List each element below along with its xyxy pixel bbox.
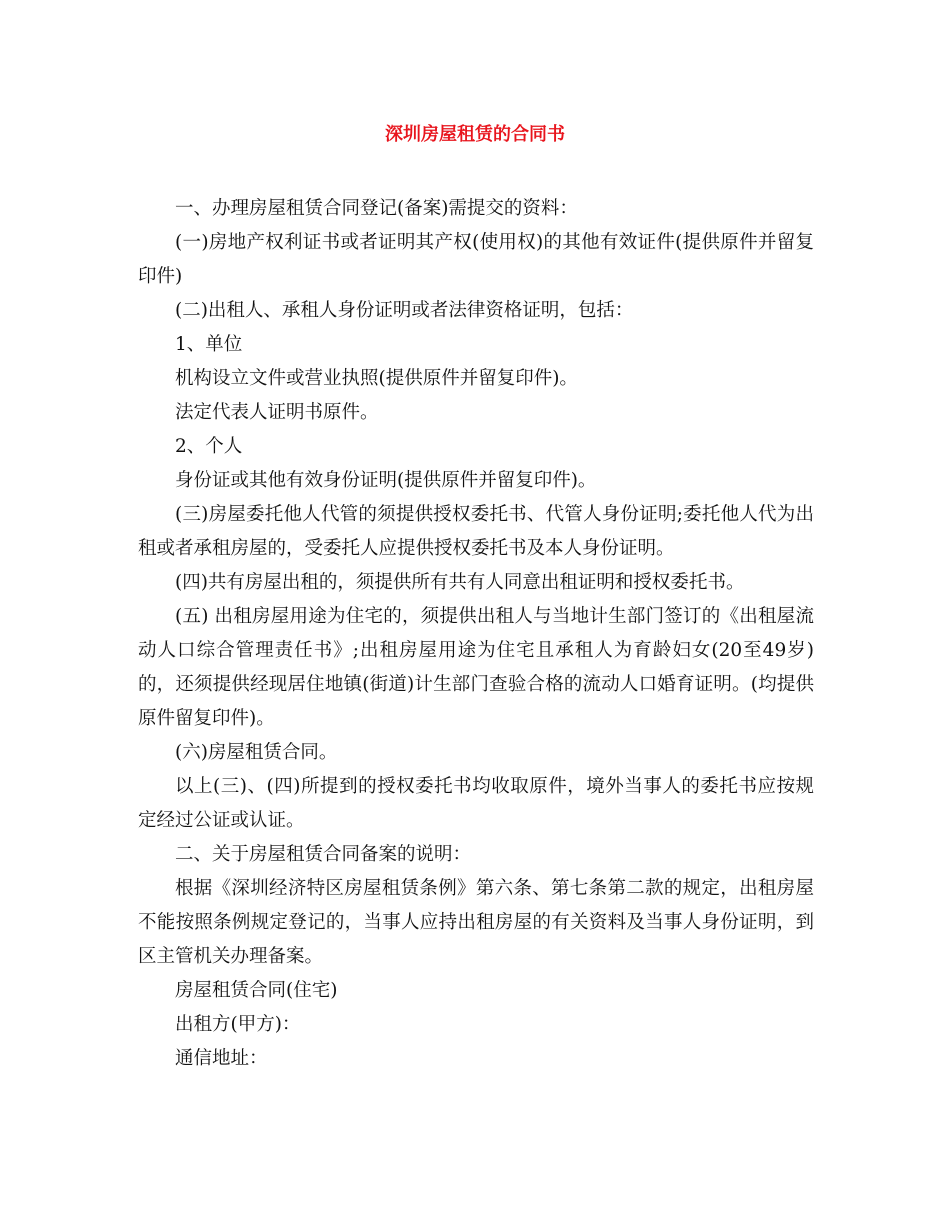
- paragraph-item-5: (五) 出租房屋用途为住宅的，须提供出租人与当地计生部门签订的《出租屋流动人口综合管理责任书》;出租房屋用途为住宅且承租人为育龄妇女(20至49岁)的，还须提供经现居住地镇(街道)计生部门查验合格的流动人口婚育证明。(均提供原件留复印件)。: [138, 606, 814, 729]
- paragraph-section-1-heading: 一、办理房屋租赁合同登记(备案)需提交的资料：: [175, 198, 578, 219]
- paragraph-contract-title: 房屋租赁合同(住宅): [175, 980, 338, 1001]
- paragraph-id-card: 身份证或其他有效身份证明(提供原件并留复印件)。: [175, 470, 597, 491]
- paragraph-item-4: (四)共有房屋出租的，须提供所有共有人同意出租证明和授权委托书。: [175, 572, 745, 593]
- paragraph-address: 通信地址：: [175, 1048, 268, 1069]
- paragraph-lessor: 出租方(甲方)：: [175, 1014, 301, 1035]
- paragraph-item-2: (二)出租人、承租人身份证明或者法律资格证明，包括：: [175, 300, 634, 321]
- paragraph-legal-rep: 法定代表人证明书原件。: [175, 402, 379, 423]
- paragraph-note: 以上(三)、(四)所提到的授权委托书均收取原件，境外当事人的委托书应按规定经过公证或认证。: [138, 776, 814, 831]
- paragraph-item-3: (三)房屋委托他人代管的须提供授权委托书、代管人身份证明;委托他人代为出租或者承租房屋的，受委托人应提供授权委托书及本人身份证明。: [138, 504, 814, 559]
- document-title: 深圳房屋租赁的合同书: [385, 124, 565, 145]
- paragraph-unit-heading: 1、单位: [175, 334, 243, 355]
- paragraph-unit-docs: 机构设立文件或营业执照(提供原件并留复印件)。: [175, 368, 578, 389]
- paragraph-section-2-heading: 二、关于房屋租赁合同备案的说明：: [175, 844, 472, 865]
- paragraph-individual-heading: 2、个人: [175, 436, 243, 457]
- document-body: [138, 192, 814, 1076]
- paragraph-item-1: (一)房地产权利证书或者证明其产权(使用权)的其他有效证件(提供原件并留复印件): [138, 232, 814, 287]
- paragraph-item-6: (六)房屋租赁合同。: [175, 742, 338, 763]
- paragraph-regulation: 根据《深圳经济特区房屋租赁条例》第六条、第七条第二款的规定，出租房屋不能按照条例规定登记的，当事人应持出租房屋的有关资料及当事人身份证明，到区主管机关办理备案。: [138, 878, 814, 967]
